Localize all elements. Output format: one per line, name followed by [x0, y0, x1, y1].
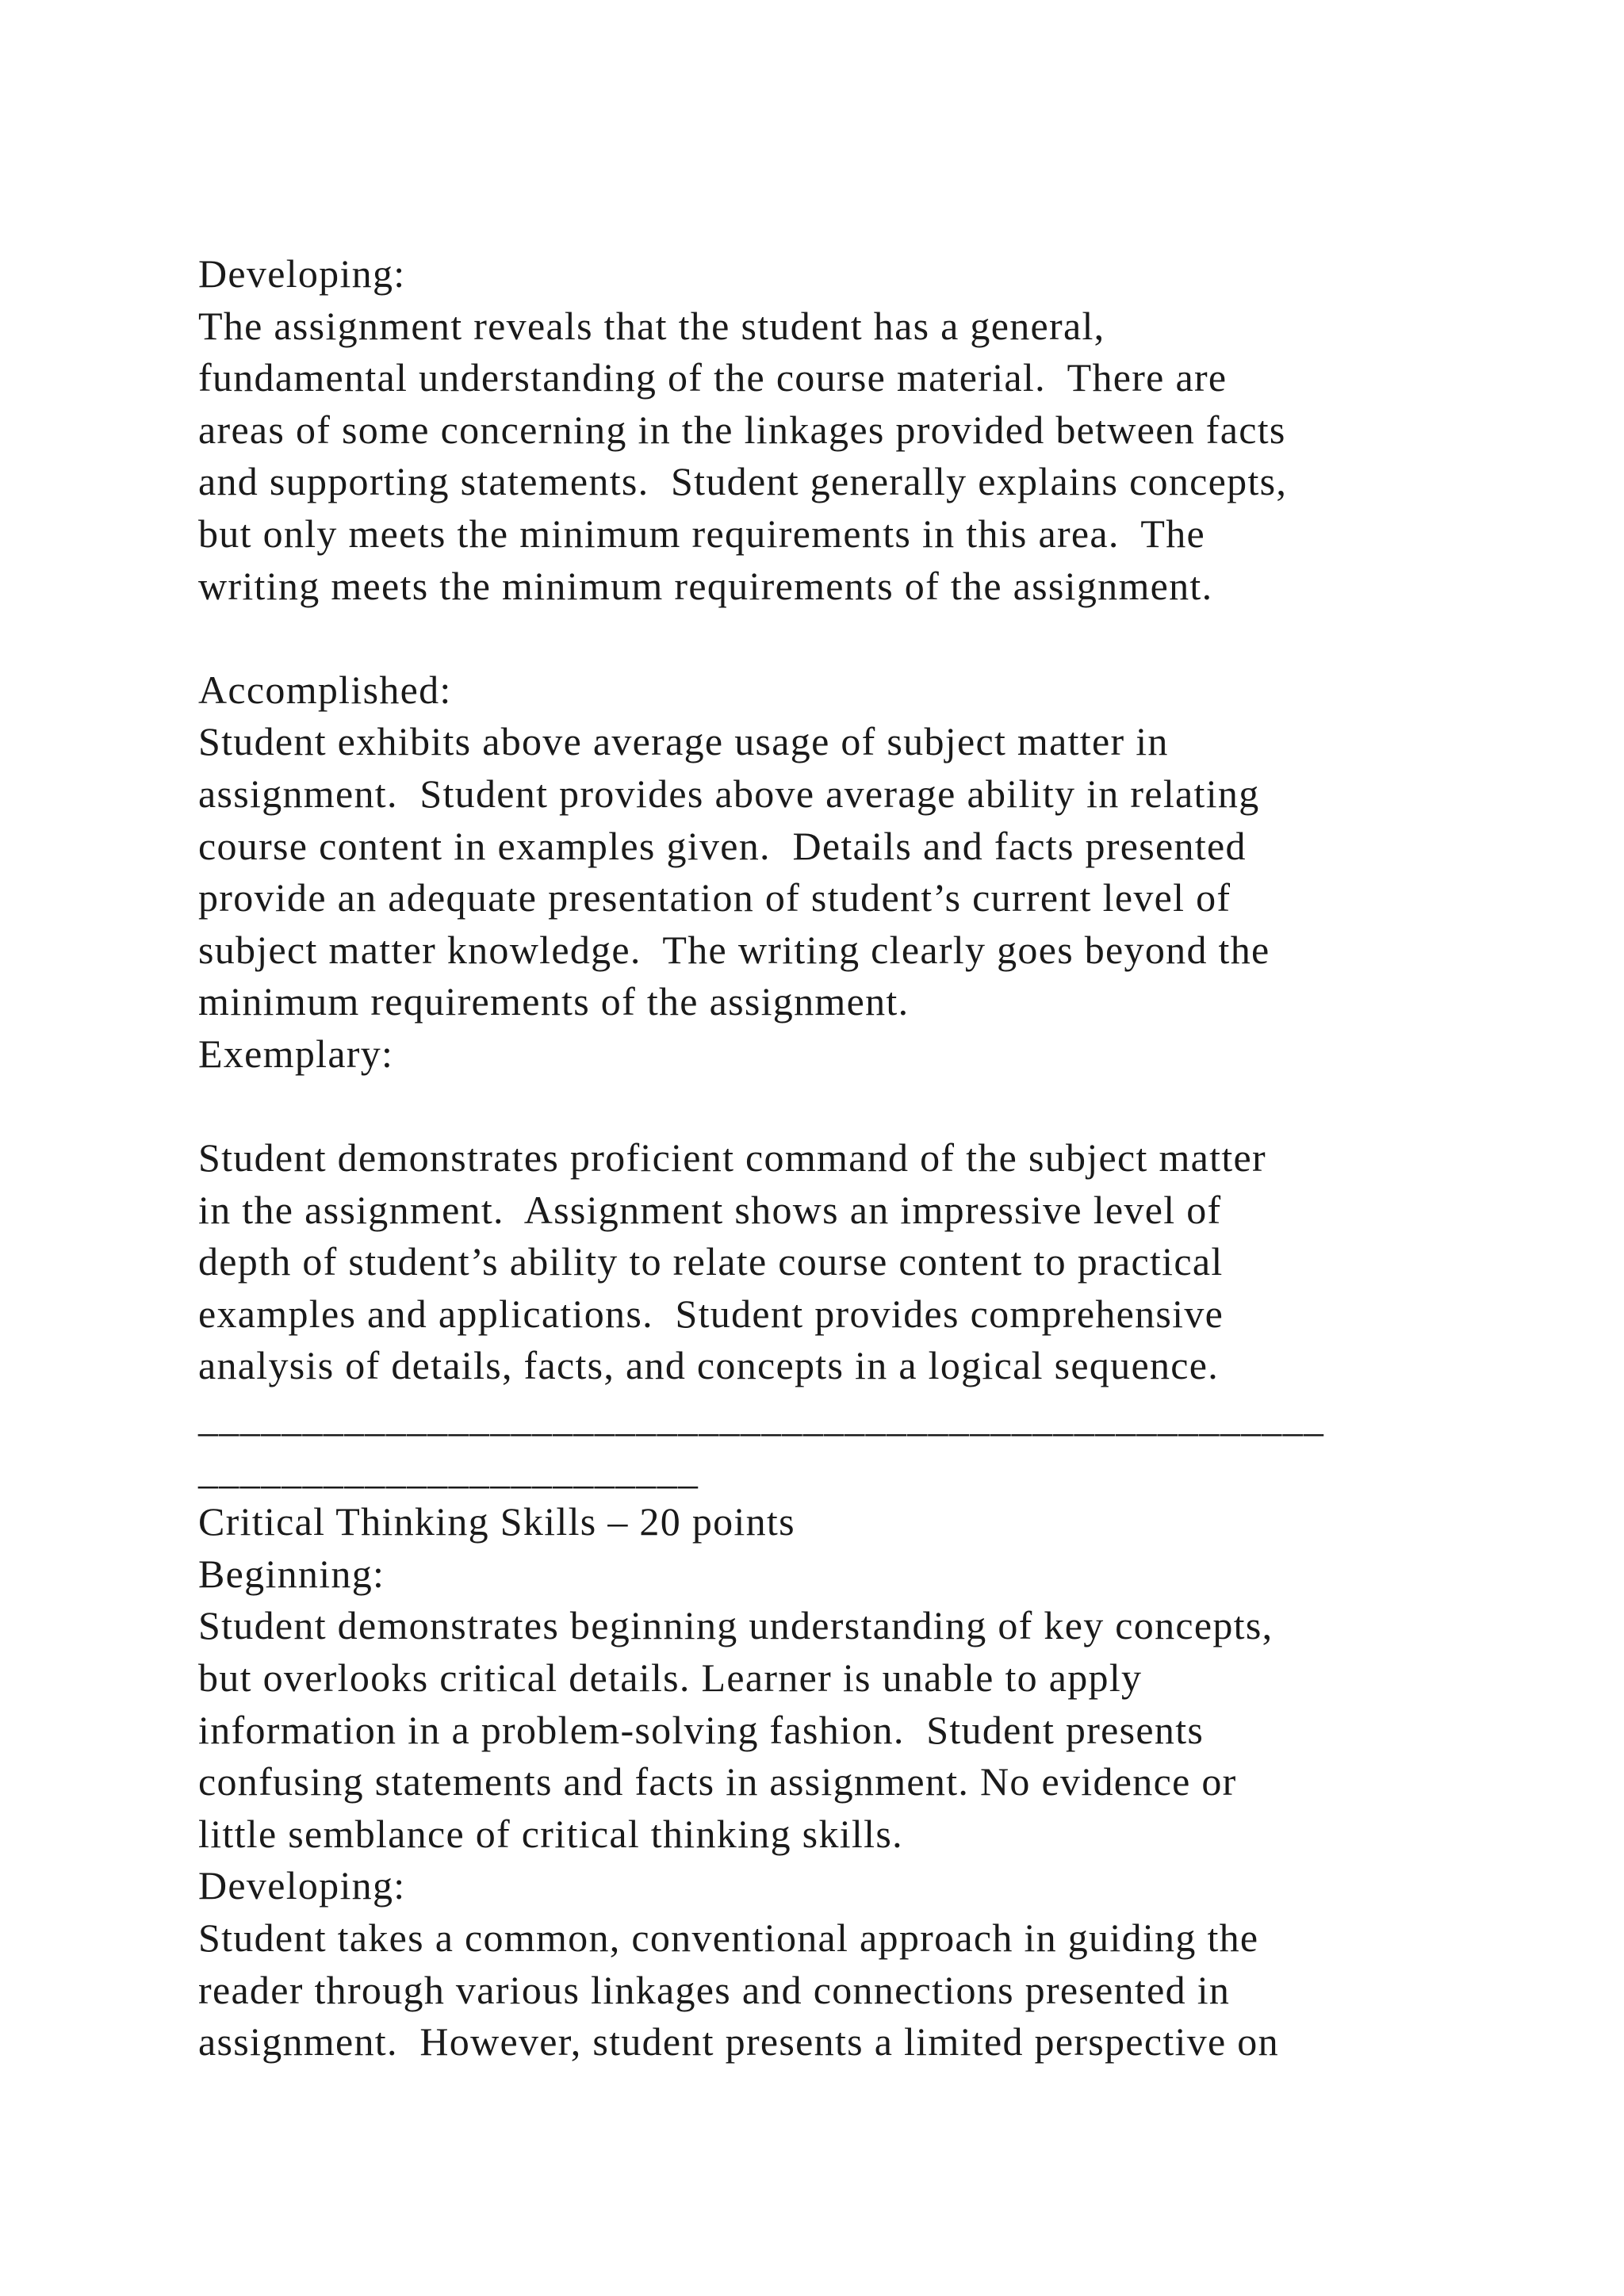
- paragraph-line: assignment. Student provides above average ability in relating: [198, 771, 1260, 816]
- paragraph-line: Student exhibits above average usage of subject matter in: [198, 719, 1169, 764]
- paragraph-line: areas of some concerning in the linkages provided between facts: [198, 407, 1286, 452]
- paragraph-line: depth of student’s ability to relate course content to practical: [198, 1239, 1224, 1284]
- paragraph-line: minimum requirements of the assignment.: [198, 979, 910, 1024]
- paragraph-line: examples and applications. Student provides comprehensive: [198, 1291, 1224, 1336]
- paragraph-line: Student takes a common, conventional approach in guiding the: [198, 1915, 1259, 1960]
- blank-line: [198, 1081, 1499, 1133]
- section-title-critical-thinking: Critical Thinking Skills – 20 points: [198, 1499, 795, 1544]
- paragraph-line: assignment. However, student presents a limited perspective on: [198, 2019, 1279, 2064]
- paragraph-line: but only meets the minimum requirements in this area. The: [198, 511, 1206, 556]
- blank-line: [198, 612, 1499, 664]
- paragraph-line: but overlooks critical details. Learner is unable to apply: [198, 1655, 1143, 1701]
- paragraph-line: reader through various linkages and connections presented in: [198, 1967, 1231, 2012]
- paragraph-line: fundamental understanding of the course material. There are: [198, 355, 1228, 400]
- heading-developing: Developing:: [198, 251, 406, 296]
- separator-line: ________________________: [198, 1447, 699, 1492]
- paragraph-line: Student demonstrates beginning understanding of key concepts,: [198, 1603, 1274, 1648]
- heading-accomplished: Accomplished:: [198, 667, 452, 712]
- heading-exemplary: Exemplary:: [198, 1031, 394, 1076]
- paragraph-line: writing meets the minimum requirements of the assignment.: [198, 563, 1213, 608]
- heading-developing: Developing:: [198, 1863, 406, 1908]
- separator-line: ______________________________________________________: [198, 1395, 1325, 1441]
- paragraph-line: provide an adequate presentation of student’s current level of: [198, 875, 1231, 920]
- paragraph-line: information in a problem-solving fashion. Student presents: [198, 1707, 1205, 1752]
- paragraph-line: analysis of details, facts, and concepts in a logical sequence.: [198, 1343, 1220, 1388]
- paragraph-line: Student demonstrates proficient command of the subject matter: [198, 1135, 1266, 1181]
- paragraph-line: course content in examples given. Details and facts presented: [198, 823, 1247, 868]
- paragraph-line: in the assignment. Assignment shows an impressive level of: [198, 1187, 1222, 1232]
- paragraph-line: subject matter knowledge. The writing clearly goes beyond the: [198, 927, 1270, 972]
- heading-beginning: Beginning:: [198, 1551, 385, 1596]
- paragraph-line: and supporting statements. Student generally explains concepts,: [198, 459, 1288, 504]
- document-body: [198, 248, 1499, 2068]
- paragraph-line: The assignment reveals that the student has a general,: [198, 303, 1105, 348]
- paragraph-line: little semblance of critical thinking skills.: [198, 1811, 903, 1856]
- paragraph-line: confusing statements and facts in assignment. No evidence or: [198, 1759, 1237, 1804]
